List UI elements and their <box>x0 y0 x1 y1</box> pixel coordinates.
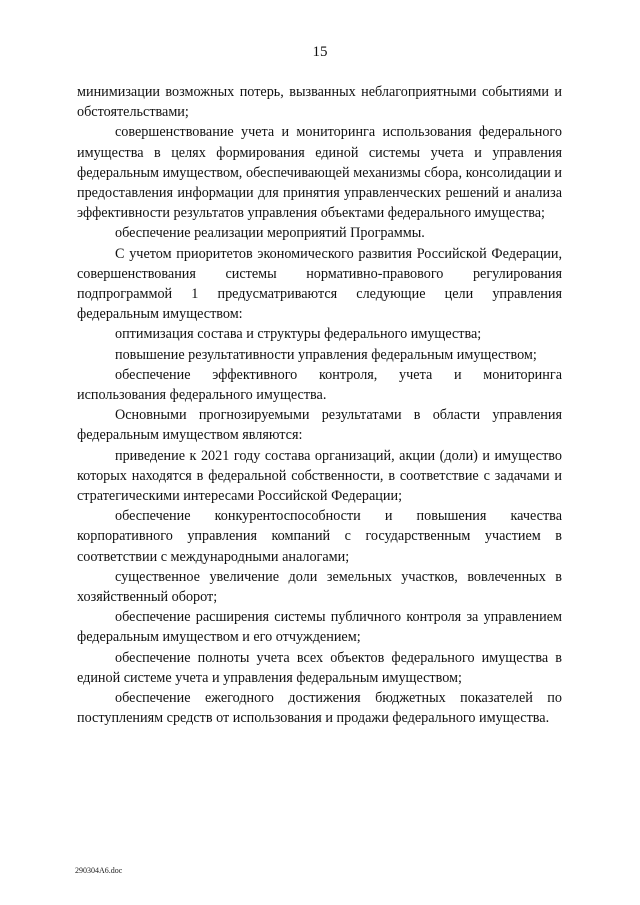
paragraph: обеспечение ежегодного достижения бюджетных показателей по поступлениям средств от использования и продажи федерального имущества. <box>77 690 562 727</box>
file-name-footer: 290304A6.doc <box>75 866 123 875</box>
paragraph: повышение результативности управления федеральным имуществом; <box>115 346 537 363</box>
paragraph: существенное увеличение доли земельных участков, вовлеченных в хозяйственный оборот; <box>77 568 562 606</box>
paragraph: обеспечение конкурентоспособности и повышения качества корпоративного управления компаний с государственным участием в соответствии с международными аналогами; <box>77 508 562 565</box>
paragraph: С учетом приоритетов экономического развития Российской Федерации, совершенствования системы нормативно-правового регулирования подпрограммой 1 предусматриваются следующие цели управления федеральным имуществом: <box>77 245 562 323</box>
page-number: 15 <box>312 44 328 60</box>
paragraph: оптимизация состава и структуры федерального имущества; <box>115 326 482 343</box>
paragraph: Основными прогнозируемыми результатами в области управления федеральным имуществом являются: <box>77 407 562 444</box>
paragraph: приведение к 2021 году состава организаций, акции (доли) и имущество которых находятся в федеральной собственности, в соответствие с задачами и стратегическими интересами Российской Федерации; <box>77 447 562 505</box>
body-text <box>77 82 562 729</box>
paragraph: обеспечение реализации мероприятий Программы. <box>115 225 425 242</box>
paragraph: обеспечение расширения системы публичного контроля за управлением федеральным имуществом и его отчуждением; <box>77 609 562 646</box>
paragraph: обеспечение эффективного контроля, учета и мониторинга использования федерального имущества. <box>77 366 562 404</box>
paragraph: обеспечение полноты учета всех объектов федерального имущества в единой системе учета и управления федеральным имуществом; <box>77 649 562 686</box>
paragraph: совершенствование учета и мониторинга использования федерального имущества в целях формирования единой системы учета и управления федеральным имуществом, обеспечивающей механизмы сбора, консолидации и предоставления информации для принятия управленческих решений и анализа эффективности результатов управления объектами федерального имущества; <box>77 124 562 222</box>
paragraph: минимизации возможных потерь, вызванных неблагоприятными событиями и обстоятельствами; <box>77 84 562 121</box>
